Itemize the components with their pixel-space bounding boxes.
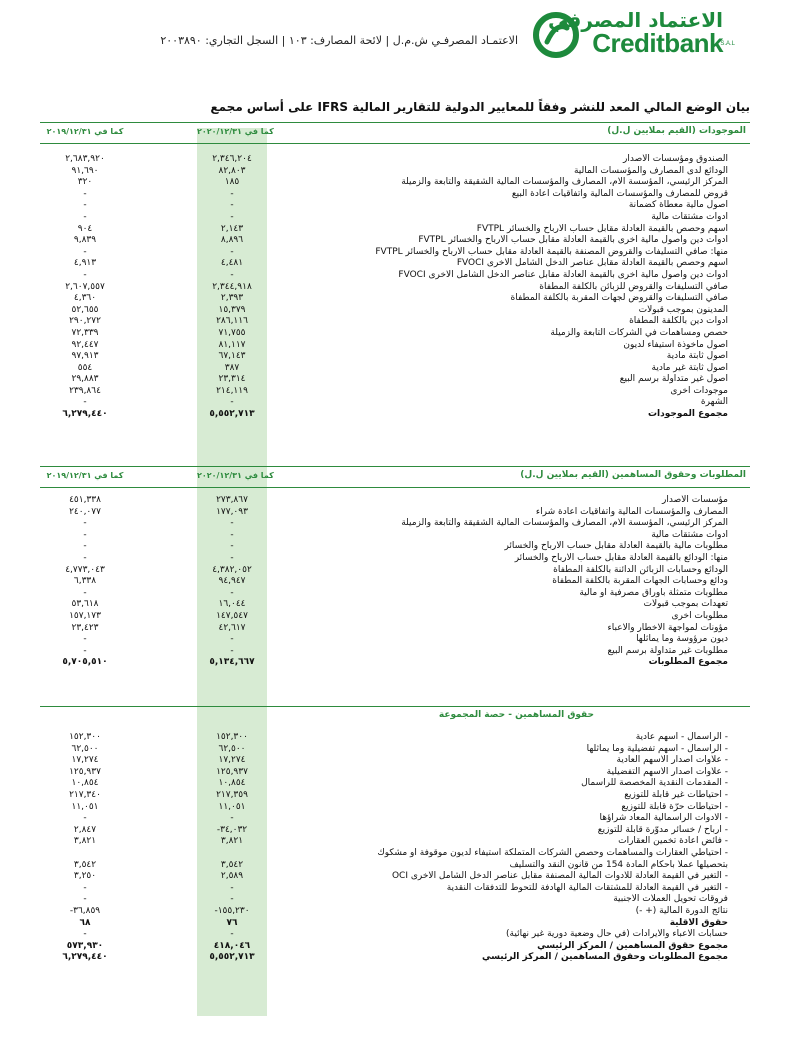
assets-table-row bbox=[40, 189, 750, 201]
row-value-2020: ١٥٢,٣٠٠ bbox=[216, 732, 248, 742]
row-value-2019: ٦٨ bbox=[79, 917, 91, 928]
liabilities-title: المطلوبات وحقوق المساهمين (القيم بملايين ل.ل) bbox=[520, 470, 746, 480]
row-value-2019: ١٧,٢٧٤ bbox=[71, 755, 99, 766]
row-value-2020: ١٥,٣٧٩ bbox=[218, 304, 246, 315]
row-value-2020: ٢,٣٤٦,٢٠٤ bbox=[212, 154, 252, 164]
equity-table-row bbox=[40, 906, 750, 918]
row-value-2020: - bbox=[230, 529, 234, 540]
row-value-2020: ٨,٨٩٦ bbox=[220, 235, 244, 246]
row-label: مطلوبات اخرى bbox=[671, 610, 728, 621]
creditbank-logo bbox=[533, 8, 763, 60]
row-value-2020: ٢١٧,٣٥٩ bbox=[216, 789, 248, 800]
row-value-2020: ٢٧٣,٨٦٧ bbox=[216, 495, 248, 505]
row-value-2019: ١٥٧,١٧٣ bbox=[69, 610, 101, 621]
row-value-2019: - bbox=[83, 813, 87, 824]
row-value-2019: ٩٠٤ bbox=[77, 223, 93, 234]
equity-table-row bbox=[40, 767, 750, 779]
row-label: الشهرة bbox=[700, 397, 728, 408]
row-label: المدينون بموجب قبولات bbox=[638, 304, 728, 315]
row-value-2019: ٣,٨٢١ bbox=[73, 836, 97, 847]
row-label: - فائض اعادة تخمين العقارات bbox=[618, 836, 728, 847]
equity-table-row bbox=[40, 848, 750, 860]
liabilities-table-row bbox=[40, 541, 750, 553]
equity-table-row bbox=[40, 941, 750, 953]
row-value-2020: -٣٤,٠٣٢ bbox=[216, 824, 248, 835]
row-value-2020: ١٨٥ bbox=[224, 177, 240, 188]
row-value-2020: - bbox=[230, 929, 234, 940]
row-label: حقوق الاقلية bbox=[669, 917, 728, 928]
assets-table-row bbox=[40, 363, 750, 375]
row-value-2020: - bbox=[230, 200, 234, 211]
row-label: صافي التسليفات والقروض لجهات المقربة بالكلفة المطفأة bbox=[510, 293, 728, 304]
row-label: - التغير في القيمة العادلة للمشتقات المالية الهادفة للتحوط للتدفقات النقدية bbox=[446, 882, 728, 893]
row-value-2019: ٤٥١,٣٣٨ bbox=[69, 495, 101, 505]
row-value-2020: - bbox=[230, 634, 234, 645]
row-value-2020: ٨١,١١٧ bbox=[218, 339, 246, 350]
row-value-2020: ٧٦ bbox=[226, 917, 238, 928]
equity-title: حقوق المساهمين - حصة المجموعة bbox=[438, 710, 594, 720]
row-value-2019: - bbox=[83, 188, 87, 199]
equity-table-row bbox=[40, 952, 750, 964]
row-value-2020: ٧١,٧٥٥ bbox=[218, 327, 246, 338]
row-value-2019: - bbox=[83, 200, 87, 211]
liabilities-table-row bbox=[40, 588, 750, 600]
row-value-2019: ٥,٧٠٥,٥١٠ bbox=[62, 657, 108, 668]
row-label: الودائع وحسابات الزبائن الدائنة بالكلفة المطفأة bbox=[553, 564, 728, 575]
row-label: أصول مالية معطاة كضمانة bbox=[628, 200, 728, 211]
row-label: مجموع الموجودات bbox=[647, 409, 728, 420]
equity-table-row bbox=[40, 918, 750, 930]
row-value-2020: ٤١٨,٠٤٦ bbox=[213, 940, 251, 951]
assets-table-row bbox=[40, 200, 750, 212]
row-value-2020: ١٧٧,٠٩٣ bbox=[216, 506, 248, 517]
row-value-2020: ٤٢,٦١٧ bbox=[218, 622, 246, 633]
row-value-2019: - bbox=[83, 211, 87, 222]
row-value-2020: - bbox=[230, 188, 234, 199]
row-value-2019: ١٠,٨٥٤ bbox=[71, 778, 99, 789]
row-value-2020: - bbox=[230, 552, 234, 563]
row-value-2020: - bbox=[230, 645, 234, 656]
row-label: مطلوبات غير متداولة برسم البيع bbox=[607, 645, 728, 656]
row-value-2020: ٤,٣٨٢,٠٥٢ bbox=[212, 564, 252, 575]
row-value-2019: ٤,٣٦٠ bbox=[73, 293, 97, 304]
row-label: بتحصيلها عملاً بأحكام المادة 154 من قانون النقد والتسليف bbox=[509, 859, 728, 870]
assets-table-row bbox=[40, 316, 750, 328]
row-label: - علاوات اصدار الاسهم العادية bbox=[616, 755, 728, 766]
logo-sal-text: S.A.L bbox=[720, 41, 735, 47]
row-value-2020: ٦٢,٥٠٠ bbox=[218, 743, 246, 754]
row-label: أدوات دين بالكلفة المطفأة bbox=[629, 316, 728, 327]
row-value-2019: - bbox=[83, 397, 87, 408]
row-label: أسهم وحصص بالقيمة العادلة مقابل حساب الارباح والخسائر FVTPL bbox=[476, 223, 728, 234]
row-label: اصول غير متداولة برسم البيع bbox=[619, 374, 728, 385]
equity-table-row bbox=[40, 836, 750, 848]
row-value-2019: - bbox=[83, 552, 87, 563]
row-value-2019: ٢٩,٨٨٣ bbox=[71, 374, 99, 385]
liabilities-table-row bbox=[40, 565, 750, 577]
liabilities-table-row bbox=[40, 576, 750, 588]
row-label: ديون مرؤوسة وما يماثلها bbox=[636, 634, 728, 645]
row-value-2019: ٢,٨٤٧ bbox=[73, 824, 97, 835]
row-label: المركز الرئيسي، المؤسسة الام، المصارف والمؤسسات المالية الشقيقة والتابعة والزميلة bbox=[401, 177, 728, 188]
row-value-2019: ٤,٧٧٣,٠٤٣ bbox=[65, 564, 105, 575]
row-value-2019: - bbox=[83, 634, 87, 645]
row-value-2020: - bbox=[230, 269, 234, 280]
row-value-2019: ٦٢,٥٠٠ bbox=[71, 743, 99, 754]
row-label: مجموع المطلوبات وحقوق المساهمين / المركز الرئيسي bbox=[482, 952, 728, 963]
row-value-2020: ٥,١٣٤,٦٦٧ bbox=[209, 657, 255, 668]
assets-table-row bbox=[40, 212, 750, 224]
row-value-2020: ٣,٨٢١ bbox=[220, 836, 244, 847]
row-label: الودائع لدى المصارف والمؤسسات المالية bbox=[573, 165, 728, 176]
row-value-2019: ٢٣٩,٨٦٤ bbox=[69, 385, 101, 396]
row-label: صافي التسليفات والقروض للزبائن بالكلفة المطفأة bbox=[539, 281, 728, 292]
liabilities-header bbox=[40, 466, 750, 488]
liabilities-table-row bbox=[40, 495, 750, 507]
row-value-2019: ٣,٥٤٢ bbox=[73, 859, 97, 870]
row-label: حسابات الاعباء والايرادات (في حال وضعية دورية غير نهائية) bbox=[506, 929, 728, 940]
logo-arabic-text: الاعتماد المصرفي bbox=[548, 8, 723, 32]
row-value-2020: ٣٨٧ bbox=[224, 362, 240, 373]
row-value-2020: ٥,٥٥٢,٧١٣ bbox=[209, 409, 255, 420]
logo-english-text: Creditbank bbox=[592, 28, 723, 58]
liabilities-col-2019: كما في ٢٠١٩/١٢/٣١ bbox=[46, 471, 124, 480]
row-label: - الادوات الرأسمالية المعاد شراؤها bbox=[599, 813, 728, 824]
equity-table-row bbox=[40, 860, 750, 872]
row-value-2020: ٢١٤,١١٩ bbox=[216, 385, 248, 396]
equity-table-row bbox=[40, 802, 750, 814]
assets-section bbox=[40, 122, 750, 421]
row-label: اصول ثابتة مادية bbox=[666, 351, 728, 362]
assets-table-row bbox=[40, 258, 750, 270]
row-value-2019: ٥٢,٦٥٥ bbox=[71, 304, 99, 315]
row-label: أسهم وحصص بالقيمة العادلة مقابل عناصر الدخل الشامل الاخرى FVOCI bbox=[456, 258, 728, 269]
row-label: اصول ثابتة غير مادية bbox=[651, 362, 728, 373]
row-value-2019: - bbox=[83, 541, 87, 552]
equity-rows bbox=[40, 725, 750, 964]
equity-table-row bbox=[40, 790, 750, 802]
page-title: بيان الوضع المالي المعد للنشر وفقاً للمعايير الدولية للتقارير المالية IFRS على أساس مجمع bbox=[210, 100, 750, 114]
equity-table-row bbox=[40, 871, 750, 883]
row-value-2019: ٦,٢٧٩,٤٤٠ bbox=[62, 409, 108, 420]
row-value-2019: ٦,٣٣٨ bbox=[73, 576, 97, 587]
row-value-2020: - bbox=[230, 894, 234, 905]
row-value-2019: ٩,٨٣٩ bbox=[73, 235, 97, 246]
row-value-2020: ٢,٣٩٣ bbox=[220, 293, 244, 304]
row-value-2020: -١٥٥,٢٣٠ bbox=[214, 905, 250, 916]
equity-table-row bbox=[40, 825, 750, 837]
assets-table-row bbox=[40, 166, 750, 178]
assets-table-row bbox=[40, 305, 750, 317]
row-value-2019: ٥٣,٦١٨ bbox=[71, 599, 99, 610]
assets-table-row bbox=[40, 154, 750, 166]
row-label: مطلوبات مالية بالقيمة العادلة مقابل حساب الارباح والخسائر bbox=[504, 541, 728, 552]
row-label: - احتياطي العقارات والمساهمات وحصص الشركات المتملكة استيفاء لديون موقوفة أو مشكوك bbox=[377, 847, 728, 858]
row-value-2019: ١٢٥,٩٣٧ bbox=[69, 766, 101, 777]
row-value-2020: ٨٢,٨٠٣ bbox=[218, 165, 246, 176]
assets-table-row bbox=[40, 374, 750, 386]
assets-table-row bbox=[40, 386, 750, 398]
row-label: أدوات مشتقات مالية bbox=[651, 211, 728, 222]
row-label: موجودات اخرى bbox=[670, 385, 728, 396]
row-value-2019: - bbox=[83, 929, 87, 940]
equity-table-row bbox=[40, 813, 750, 825]
row-value-2020: ٢,١٤٣ bbox=[220, 223, 244, 234]
row-value-2020: - bbox=[230, 397, 234, 408]
row-value-2019: - bbox=[83, 882, 87, 893]
assets-col-2019: كما في ٢٠١٩/١٢/٣١ bbox=[46, 127, 124, 136]
assets-table-row bbox=[40, 282, 750, 294]
liabilities-table-row bbox=[40, 657, 750, 669]
row-label: - احتياطات غير قابلة للتوزيع bbox=[624, 789, 728, 800]
row-value-2019: - bbox=[83, 587, 87, 598]
row-value-2020: ١٤٧,٥٤٧ bbox=[216, 610, 248, 621]
row-value-2019: ٢٣,٤٢٣ bbox=[71, 622, 99, 633]
row-value-2020: - bbox=[230, 211, 234, 222]
row-value-2019: ٢٩٠,٢٧٢ bbox=[69, 316, 101, 327]
row-value-2019: ٣,٢٥٠ bbox=[73, 871, 97, 882]
row-label: حصص ومساهمات في الشركات التابعة والزميلة bbox=[550, 327, 728, 338]
equity-section bbox=[40, 706, 750, 964]
assets-table-row bbox=[40, 235, 750, 247]
row-value-2020: ٩٤,٩٤٧ bbox=[218, 576, 246, 587]
equity-table-row bbox=[40, 894, 750, 906]
row-value-2019: - bbox=[83, 529, 87, 540]
row-value-2019: ٢,٦٨٣,٩٢٠ bbox=[65, 154, 105, 164]
row-value-2019: ٩١,٦٩٠ bbox=[71, 165, 99, 176]
assets-table-row bbox=[40, 328, 750, 340]
row-value-2019: ٦,٢٧٩,٤٤٠ bbox=[62, 952, 108, 963]
row-value-2019: ٢١٧,٣٤٠ bbox=[69, 789, 101, 800]
row-label: الصندوق ومؤسسات الاصدار bbox=[623, 154, 728, 164]
row-value-2020: - bbox=[230, 587, 234, 598]
equity-table-row bbox=[40, 755, 750, 767]
row-value-2019: ٢٤٠,٠٧٧ bbox=[69, 506, 101, 517]
row-value-2019: ٧٢,٣٣٩ bbox=[71, 327, 99, 338]
row-value-2020: ٣,٥٤٢ bbox=[220, 859, 244, 870]
row-value-2020: ١٠,٨٥٤ bbox=[218, 778, 246, 789]
assets-header bbox=[40, 122, 750, 144]
row-label: ودائع وحسابات الجهات المقربة بالكلفة المطفأة bbox=[552, 576, 728, 587]
liabilities-table-row bbox=[40, 518, 750, 530]
row-value-2020: ٥,٥٥٢,٧١٣ bbox=[209, 952, 255, 963]
row-value-2019: - bbox=[83, 246, 87, 257]
row-label: - أرباح / خسائر مدوّرة قابلة للتوزيع bbox=[597, 824, 728, 835]
assets-table-row bbox=[40, 270, 750, 282]
row-value-2020: - bbox=[230, 813, 234, 824]
row-value-2020: - bbox=[230, 246, 234, 257]
row-value-2020: ١٧,٢٧٤ bbox=[218, 755, 246, 766]
row-value-2019: ١١,٠٥١ bbox=[71, 801, 99, 812]
liabilities-table-row bbox=[40, 530, 750, 542]
row-value-2020: ١٦,٠٤٤ bbox=[218, 599, 246, 610]
row-value-2019: ٥٧٣,٩٣٠ bbox=[66, 940, 104, 951]
row-label: المركز الرئيسي، المؤسسة الام، المصارف والمؤسسات المالية الشقيقة والتابعة والزميلة bbox=[401, 518, 728, 529]
row-value-2019: - bbox=[83, 645, 87, 656]
row-value-2020: ٢٣,٣١٤ bbox=[218, 374, 246, 385]
row-label: مجموع حقوق المساهمين / المركز الرئيسي bbox=[537, 940, 728, 951]
row-label: أدوات مشتقات مالية bbox=[651, 529, 728, 540]
row-label: - التغير في القيمة العادلة للادوات المالية المصنفة مقابل عناصر الدخل الشامل الاخرى OCI bbox=[391, 871, 728, 882]
row-value-2019: ٥٥٤ bbox=[77, 362, 93, 373]
row-value-2020: - bbox=[230, 518, 234, 529]
row-value-2019: ٩٧,٩١٣ bbox=[71, 351, 99, 362]
row-label: نتائج الدورة المالية (+ -) bbox=[635, 905, 728, 916]
row-label: منها: الودائع بالقيمة العادلة مقابل حساب الارباح والخسائر bbox=[514, 552, 728, 563]
row-label: أدوات دين وأصول مالية أخرى بالقيمة العادلة مقابل حساب الارباح والخسائر FVTPL bbox=[418, 235, 728, 246]
equity-header bbox=[40, 706, 750, 725]
row-value-2020: ١١,٠٥١ bbox=[218, 801, 246, 812]
row-value-2019: ٢,٦٠٧,٥٥٧ bbox=[65, 281, 105, 292]
assets-title: الموجودات (القيم بملايين ل.ل) bbox=[607, 126, 746, 136]
assets-table-row bbox=[40, 397, 750, 409]
liabilities-section bbox=[40, 466, 750, 669]
liabilities-table-row bbox=[40, 599, 750, 611]
row-value-2020: ١٢٥,٩٣٧ bbox=[216, 766, 248, 777]
row-label: مطلوبات متمثلة بأوراق مصرفية او مالية bbox=[579, 587, 728, 598]
row-label: قروض للمصارف والمؤسسات المالية واتفاقيات اعادة البيع bbox=[511, 188, 728, 199]
liabilities-table-row bbox=[40, 553, 750, 565]
row-label: - الرأسمال - اسهم تفضيلية وما يماثلها bbox=[586, 743, 728, 754]
row-value-2020: ٤,٤٨١ bbox=[220, 258, 244, 269]
assets-table-row bbox=[40, 224, 750, 236]
liabilities-table-row bbox=[40, 507, 750, 519]
row-value-2020: ٢,٣٤٤,٩١٨ bbox=[212, 281, 252, 292]
row-label: فروقات تحويل العملات الاجنبية bbox=[613, 894, 728, 905]
liabilities-table-row bbox=[40, 634, 750, 646]
row-value-2019: -٣٦,٨٥٩ bbox=[69, 905, 101, 916]
liabilities-table-row bbox=[40, 646, 750, 658]
row-label: - علاوات اصدار الاسهم التفضيلية bbox=[606, 766, 728, 777]
company-registration-line: الاعتمـاد المصرفـي ش.م.ل | لائحة المصارف: ١٠٣ | السجل التجاري: ٢٠٠٣٨٩٠ bbox=[160, 34, 518, 47]
row-value-2019: ٤,٩١٣ bbox=[73, 258, 97, 269]
page-header bbox=[0, 0, 785, 70]
liabilities-table-row bbox=[40, 623, 750, 635]
row-label: - احتياطات حرّة قابلة للتوزيع bbox=[621, 801, 728, 812]
row-value-2019: ٣٢٠ bbox=[77, 177, 93, 188]
assets-rows bbox=[40, 144, 750, 421]
row-label: منها: صافي التسليفات والقروض المصنفة بالقيمة العادلة مقابل حساب الارباح والخسائر FVTPL bbox=[375, 246, 728, 257]
assets-table-row bbox=[40, 409, 750, 421]
row-value-2020: - bbox=[230, 882, 234, 893]
row-label: مجموع المطلوبات bbox=[648, 657, 728, 668]
row-value-2019: - bbox=[83, 269, 87, 280]
equity-table-row bbox=[40, 778, 750, 790]
row-value-2019: - bbox=[83, 518, 87, 529]
row-value-2019: ١٥٢,٣٠٠ bbox=[69, 732, 101, 742]
equity-table-row bbox=[40, 883, 750, 895]
row-label: تعهدات بموجب قبولات bbox=[643, 599, 728, 610]
liabilities-table-row bbox=[40, 611, 750, 623]
row-label: مؤونات لمواجهة الاخطار والاعباء bbox=[607, 622, 728, 633]
liabilities-col-2020: كما في ٢٠٢٠/١٢/٣١ bbox=[197, 471, 274, 480]
row-value-2020: ٢٨٦,١١٦ bbox=[216, 316, 248, 327]
row-value-2020: ٢,٥٨٩ bbox=[220, 871, 244, 882]
row-label: أصول مأخوذة استيفاء لديون bbox=[623, 339, 728, 350]
row-label: - المقدمات النقدية المخصصة للرأسمال bbox=[581, 778, 728, 789]
row-value-2020: - bbox=[230, 541, 234, 552]
row-label: أدوات دين وأصول مالية أخرى بالقيمة العادلة مقابل عناصر الدخل الشامل الاخرى FVOCI bbox=[398, 269, 728, 280]
assets-table-row bbox=[40, 340, 750, 352]
equity-table-row bbox=[40, 929, 750, 941]
assets-col-2020: كما في ٢٠٢٠/١٢/٣١ bbox=[197, 127, 274, 136]
liabilities-rows bbox=[40, 488, 750, 669]
row-value-2019: - bbox=[83, 894, 87, 905]
row-value-2019: ٩٢,٤٤٧ bbox=[71, 339, 99, 350]
assets-table-row bbox=[40, 177, 750, 189]
assets-table-row bbox=[40, 247, 750, 259]
row-value-2020: ٦٧,١٤٣ bbox=[218, 351, 246, 362]
row-label: - الرأسمال - اسهم عادية bbox=[635, 732, 728, 742]
row-label: مؤسسات الاصدار bbox=[662, 495, 728, 505]
equity-table-row bbox=[40, 744, 750, 756]
equity-table-row bbox=[40, 732, 750, 744]
row-label: المصارف والمؤسسات المالية واتفاقيات اعادة شراء bbox=[535, 506, 728, 517]
assets-table-row bbox=[40, 293, 750, 305]
assets-table-row bbox=[40, 351, 750, 363]
